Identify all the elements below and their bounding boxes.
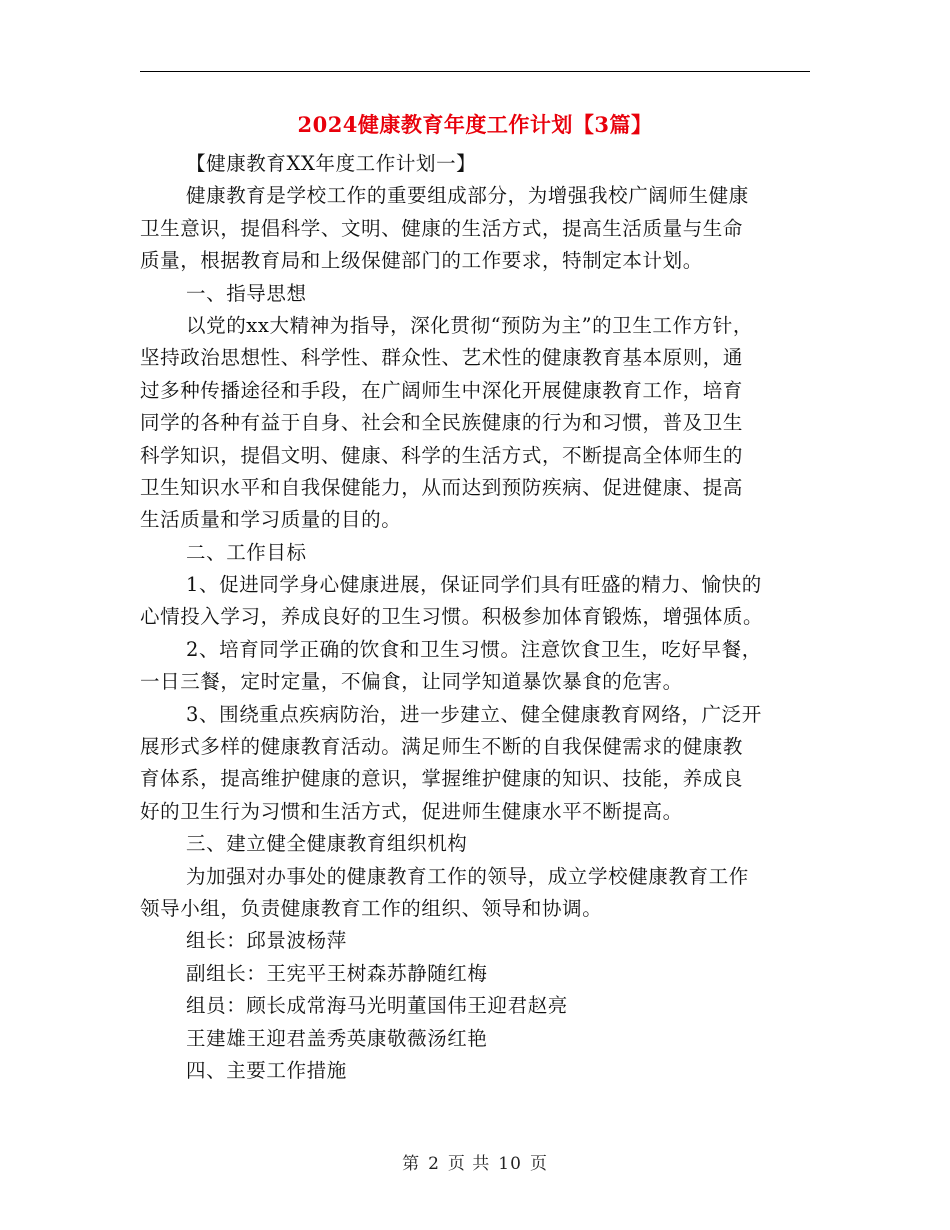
- body-line: 2、培育同学正确的饮食和卫生习惯。注意饮食卫生，吃好早餐，: [186, 637, 762, 661]
- body-line: 质量，根据教育局和上级保健部门的工作要求，特制定本计划。: [140, 249, 703, 273]
- body-line: 科学知识，提倡文明、健康、科学的生活方式，不断提高全体师生的: [140, 443, 744, 467]
- body-line: 为加强对办事处的健康教育工作的领导，成立学校健康教育工作: [186, 864, 749, 888]
- page-number-total: 10: [498, 1154, 522, 1174]
- page-footer: [0, 1152, 950, 1176]
- body-line: 育体系，提高维护健康的意识，掌握维护健康的知识、技能，养成良: [140, 767, 744, 791]
- body-line: 组员：顾长成常海马光明董国伟王迎君赵亮: [186, 994, 568, 1018]
- body-line: 以党的xx大精神为指导，深化贯彻“预防为主”的卫生工作方针，: [186, 313, 753, 337]
- body-line: 生活质量和学习质量的目的。: [140, 508, 402, 532]
- document-title: 2024健康教育年度工作计划【3篇】: [297, 112, 653, 137]
- section-heading: 二、工作目标: [186, 540, 307, 564]
- body-line: 同学的各种有益于自身、社会和全民族健康的行为和习惯，普及卫生: [140, 411, 744, 435]
- body-line: 卫生意识，提倡科学、文明、健康的生活方式，提高生活质量与生命: [140, 216, 744, 240]
- body-line: 一日三餐，定时定量，不偏食，让同学知道暴饮暴食的危害。: [140, 670, 683, 694]
- body-line: 王建雄王迎君盖秀英康敬薇汤红艳: [186, 1026, 488, 1050]
- body-line: 领导小组，负责健康教育工作的组织、领导和协调。: [140, 896, 603, 920]
- document-body: [140, 148, 816, 1087]
- section-heading: 三、建立健全健康教育组织机构: [186, 832, 468, 856]
- body-line: 坚持政治思想性、科学性、群众性、艺术性的健康教育基本原则，通: [140, 346, 744, 370]
- body-line: 1、促进同学身心健康进展，保证同学们具有旺盛的精力、愉快的: [186, 573, 762, 597]
- body-line: 副组长：王宪平王树森苏静随红梅: [186, 961, 488, 985]
- header-rule: [140, 71, 810, 72]
- body-line: 卫生知识水平和自我保健能力，从而达到预防疾病、促进健康、提高: [140, 475, 744, 499]
- page-number-prefix: 第: [402, 1154, 421, 1174]
- page-number-mid: 页 共: [447, 1154, 491, 1174]
- section-heading: 一、指导思想: [186, 281, 307, 305]
- body-line: 【健康教育XX年度工作计划一】: [186, 152, 477, 175]
- body-line: 展形式多样的健康教育活动。满足师生不断的自我保健需求的健康教: [140, 735, 744, 759]
- body-line: 好的卫生行为习惯和生活方式，促进师生健康水平不断提高。: [140, 799, 683, 823]
- body-line: 心情投入学习，养成良好的卫生习惯。积极参加体育锻炼，增强体质。: [140, 605, 764, 629]
- section-heading: 四、主要工作措施: [186, 1058, 347, 1082]
- body-line: 过多种传播途径和手段，在广阔师生中深化开展健康教育工作，培育: [140, 378, 744, 402]
- body-line: 组长：邱景波杨萍: [186, 929, 347, 953]
- body-line: 3、围绕重点疾病防治，进一步建立、健全健康教育网络，广泛开: [186, 702, 762, 726]
- page-number-current: 2: [428, 1154, 440, 1174]
- page-number-suffix: 页: [529, 1154, 548, 1174]
- body-line: 健康教育是学校工作的重要组成部分，为增强我校广阔师生健康: [186, 184, 749, 208]
